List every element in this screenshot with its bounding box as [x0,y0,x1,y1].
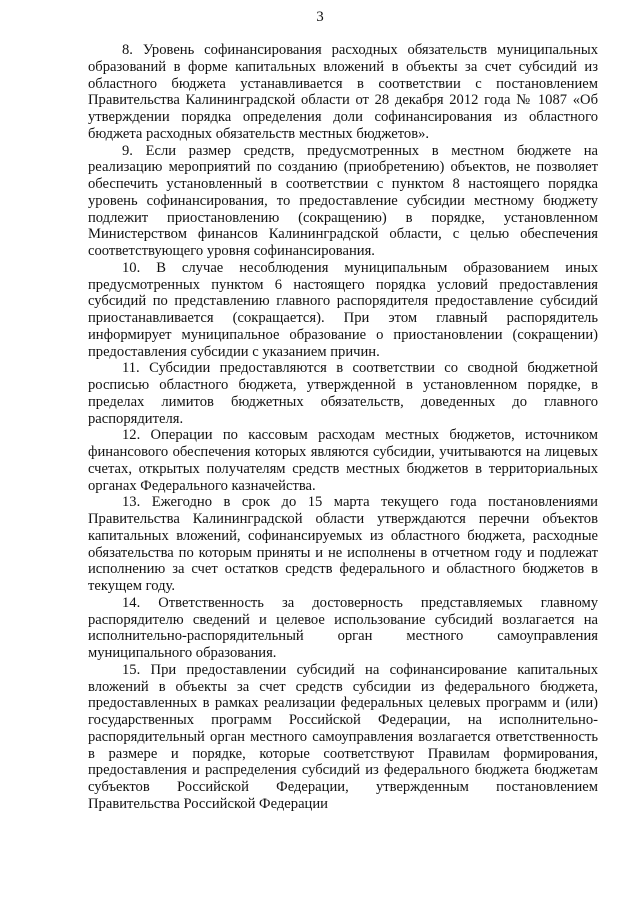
paragraph-8: 8. Уровень софинансирования расходных обязательств муниципальных образований в форме капитальных вложений в объекты за счет субсидий из областного бюджета устанавливается в соответствии с постановлением Правительства Калининградской области от 28 декабря 2012 года № 1087 «Об утверждении порядка определения доли софинансирования из областного бюджета расходных обязательств местных бюджетов». [88,42,598,142]
paragraph-9: 9. Если размер средств, предусмотренных в местном бюджете на реализацию мероприятий по созданию (приобретению) объектов, не позволяет обеспечить установленный в соответствии с пунктом 8 настоящего порядка уровень софинансирования, то предоставление субсидии местному бюджету подлежит приостановлению (сокращению) в порядке, установленном Министерством финансов Калининградской области, с целью обеспечения соответствующего уровня софинансирования. [88,142,598,259]
paragraph-11: 11. Субсидии предоставляются в соответствии со сводной бюджетной росписью областного бюджета, утвержденной в установленном порядке, в пределах лимитов бюджетных обязательств, доведенных до главного распорядителя. [88,360,598,427]
paragraph-13: 13. Ежегодно в срок до 15 марта текущего года постановлениями Правительства Калининградской области утверждаются перечни объектов капитальных вложений, софинансируемых из областного бюджета, расходные обязательства по которым приняты и не исполнены в отчетном году и подлежат исполнению за счет остатков средств федерального и областного бюджетов в текущем году. [88,494,598,594]
paragraph-10: 10. В случае несоблюдения муниципальным образованием иных предусмотренных пунктом 6 настоящего порядка условий предоставления субсидий по представлению главного распорядителя предоставление субсидий приостанавливается (сокращается). При этом главный распорядитель информирует муниципальное образование о приостановлении (сокращении) предоставления субсидии с указанием причин. [88,259,598,360]
paragraph-12: 12. Операции по кассовым расходам местных бюджетов, источником финансового обеспечения которых являются субсидии, учитываются на лицевых счетах, открытых получателям средств местных бюджетов в территориальных органах Федерального казначейства. [88,427,598,494]
document-body [88,42,598,813]
paragraph-15: 15. При предоставлении субсидий на софинансирование капитальных вложений в объекты за счет средств субсидии из федерального бюджета, предоставленных в рамках реализации федеральных целевых программ и (или) государственных программ Российской Федерации, на исполнительно-распорядительный орган местного самоуправления возлагается ответственность в размере и порядке, которые соответствуют Правилам формирования, предоставления и распределения субсидий из федерального бюджета бюджетам субъектов Российской Федерации, утвержденным постановлением Правительства Российской Федерации [88,661,598,812]
paragraph-14: 14. Ответственность за достоверность представляемых главному распорядителю сведений и целевое использование субсидий возлагается на исполнительно-распорядительный орган местного самоуправления муниципального образования. [88,594,598,661]
page-number: 3 [316,9,324,25]
